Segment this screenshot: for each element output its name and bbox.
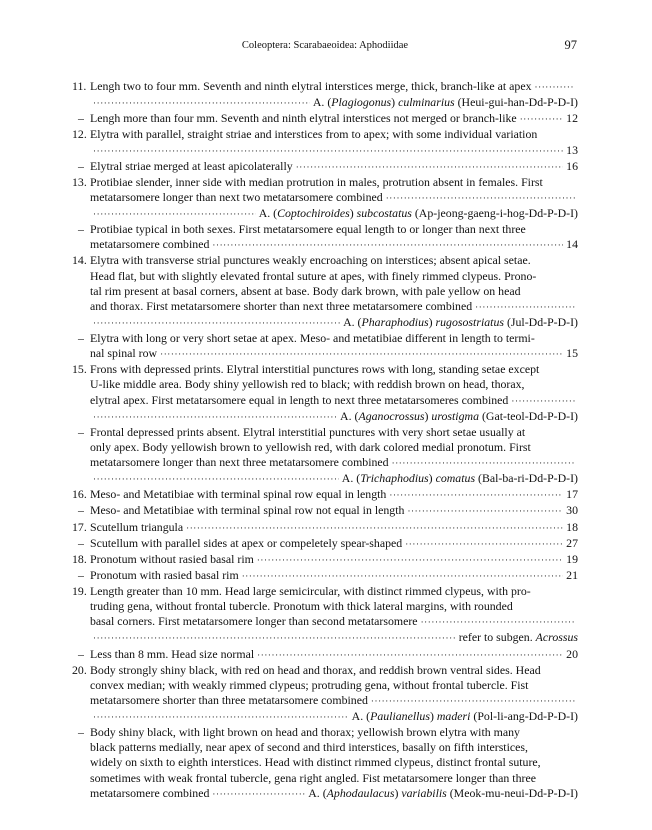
goto-couplet: 17: [566, 487, 578, 502]
couplet-text-cont: metatarsomere combined: [90, 785, 210, 800]
species-name: A. (Aganocrossus) urostigma (Gat-teol-Dd-P-D-I): [340, 408, 578, 423]
couplet-dash: –: [78, 222, 84, 237]
leader-dots: [186, 521, 563, 536]
leader-dots: [257, 553, 563, 568]
key-couplet-17b: [75, 536, 578, 552]
key-couplet-14a: [72, 253, 578, 331]
leader-dots: [93, 631, 456, 646]
leader-dots: [93, 207, 256, 222]
key-couplet-13b: [75, 222, 578, 253]
couplet-text-cont: nal spinal row: [90, 346, 158, 361]
couplet-text: Frons with depressed prints. Elytral interstitial punctures rows with long, standing setae except: [90, 362, 540, 377]
leader-dots: [511, 394, 575, 409]
couplet-text: Scutellum with parallel sides at apex or compeletely spear-shaped: [90, 535, 403, 550]
leader-dots: [535, 80, 576, 95]
couplet-text: Body shiny black, with light brown on head and thorax; yellowish brown elytra with many: [90, 725, 520, 740]
key-couplet-19a: [72, 584, 578, 647]
couplet-text-cont: metatarsomere combined: [90, 237, 210, 252]
goto-couplet: 13: [566, 142, 578, 157]
species-name: A. (Trichaphodius) comatus (Bal-ba-ri-Dd-P-D-I): [341, 471, 578, 486]
leader-dots: [93, 316, 340, 331]
goto-couplet: 20: [566, 646, 578, 661]
couplet-text: Lengh more than four mm. Seventh and ninth elytral interstices not merged or branch-like: [90, 111, 517, 126]
key-couplet-13a: [72, 174, 578, 222]
key-couplet-15b: [75, 425, 578, 488]
species-name: A. (Coptochiroides) subcostatus (Ap-jeong-gaeng-i-hog-Dd-P-D-I): [258, 206, 578, 220]
key-couplet-17a: [72, 519, 578, 536]
couplet-text: Less than 8 mm. Head size normal: [90, 646, 255, 661]
couplet-number: 14.: [72, 253, 87, 268]
leader-dots: [371, 694, 575, 709]
leader-dots: [93, 472, 339, 487]
couplet-text: Elytra with parallel, straight striae and interstices from to apex; with some individual variation: [90, 127, 538, 142]
goto-couplet: 27: [566, 535, 578, 550]
key-couplet-14b: [75, 331, 578, 362]
species-name: A. (Plagiogonus) culminarius (Heui-gui-han-Dd-P-D-I): [312, 95, 578, 110]
leader-dots: [93, 144, 563, 159]
couplet-text: Lengh two to four mm. Seventh and ninth elytral interstices merge, thick, branch-like at apex: [90, 79, 532, 93]
couplet-text: Protibiae typical in both sexes. First metatarsomere equal length to or longer than next three: [90, 222, 526, 237]
couplet-text-cont: truding gena, without frontal tubercle. Pronotum with thick lateral margins, with rounded: [90, 599, 513, 614]
couplet-text: Elytral striae merged at least apicolaterally: [90, 158, 293, 173]
key-couplet-18b: [75, 568, 578, 584]
couplet-text-cont: Head flat, but with slightly elevated frontal suture at apes, with finely rimmed clypeus. Prono-: [90, 268, 537, 283]
couplet-text-cont: convex median; with weakly rimmed clypeus; protruding gena, without frontal tubercle. Fist: [90, 677, 529, 692]
couplet-dash: –: [78, 725, 84, 740]
couplet-text-cont: metatarsomere shorter than three metatarsomere combined: [90, 692, 368, 707]
couplet-text: Elytra with long or very short setae at apex. Meso- and metatibiae different in length to termi-: [90, 331, 535, 345]
leader-dots: [93, 410, 337, 425]
couplet-text: Meso- and Metatibiae with terminal spinal row equal in length: [90, 487, 387, 502]
couplet-text-cont: elytral apex. First metatarsomere equal in length to next three metatarsomeres combined: [90, 392, 509, 407]
leader-dots: [93, 96, 310, 111]
couplet-text: Frontal depressed prints absent. Elytral interstitial punctures with very short setae usually at: [90, 424, 526, 439]
key-couplet-20b: [75, 725, 578, 802]
leader-dots: [212, 787, 305, 802]
leader-dots: [389, 488, 563, 503]
couplet-text-cont: tal rim present at basal corners, absent at base. Body dark brown, with pale yellow on head: [90, 283, 521, 298]
couplet-number: 17.: [72, 519, 87, 534]
leader-dots: [392, 456, 575, 471]
key-couplet-12b: [75, 159, 578, 175]
couplet-text-cont: black patterns medially, near apex of second and third interstices, basally on fifth interstices,: [90, 740, 528, 755]
species-name: A. (Pharaphodius) rugosostriatus (Jul-Dd-P-D-I): [343, 314, 578, 329]
goto-couplet: 14: [566, 237, 578, 252]
leader-dots: [257, 648, 563, 663]
key-couplet-19b: [75, 647, 578, 663]
couplet-number: 15.: [72, 362, 87, 377]
goto-couplet: 18: [566, 519, 578, 534]
couplet-number: 16.: [72, 487, 87, 502]
leader-dots: [296, 160, 563, 175]
couplet-text: Protibiae slender, inner side with median protrution in males, protrution absent in females. First: [90, 174, 543, 189]
running-header: Coleoptera: Scarabaeoidea: Aphodiidae: [241, 40, 409, 51]
couplet-number: 18.: [72, 551, 87, 566]
key-couplet-20a: [72, 662, 578, 726]
couplet-number: 13.: [72, 174, 87, 189]
leader-dots: [212, 238, 563, 253]
subgenus-reference: refer to subgen. Acrossus: [458, 630, 578, 645]
leader-dots: [386, 191, 575, 206]
leader-dots: [242, 569, 563, 584]
key-couplet-16a: [72, 487, 578, 503]
couplet-number: 12.: [72, 127, 87, 142]
couplet-text-cont: metatarsomere longer than next three metatarsomere combined: [90, 455, 389, 469]
couplet-dash: –: [78, 646, 84, 661]
key-couplet-11b: [75, 111, 578, 127]
couplet-text-cont: metatarsomere longer than next two metatarsomere combined: [90, 189, 383, 204]
page-number: 97: [564, 38, 577, 52]
goto-couplet: 16: [566, 158, 578, 173]
couplet-text-cont: only apex. Body yellowish brown to yellowish red, with dark colored medial pronotum. First: [90, 439, 531, 454]
couplet-dash: –: [78, 535, 84, 550]
couplet-text-cont: widely on sixth to eighth interstices. Head with distinct rimmed clypeus, distinct frontal suture,: [90, 755, 541, 770]
couplet-text-cont: sometimes with weak frontal tubercle, gena right angled. Fist metatarsomere longer than three: [90, 770, 536, 785]
couplet-text-cont: U-like middle area. Body shiny yellowish red to black; with reddish brown on head, thorax,: [90, 377, 525, 392]
species-name: A. (Paulianellus) maderi (Pol-li-ang-Dd-P-D-I): [351, 709, 578, 723]
couplet-dash: –: [78, 111, 84, 126]
key-couplet-16b: [75, 503, 578, 519]
couplet-number: 20.: [72, 662, 87, 677]
leader-dots: [160, 347, 563, 362]
couplet-text: Scutellum triangula: [90, 519, 184, 534]
key-couplet-18a: [72, 551, 578, 568]
goto-couplet: 19: [566, 551, 578, 566]
leader-dots: [93, 710, 349, 725]
key-couplet-12a: [72, 127, 578, 158]
couplet-text: Body strongly shiny black, with red on head and thorax, and reddish brown ventral sides. Head: [90, 662, 541, 677]
couplet-number: 11.: [72, 79, 87, 93]
couplet-dash: –: [78, 424, 84, 439]
couplet-text: Meso- and Metatibiae with terminal spinal row not equal in length: [90, 503, 405, 518]
goto-couplet: 15: [566, 346, 578, 361]
key-couplet-11a: [72, 79, 578, 111]
identification-key: [72, 79, 578, 802]
couplet-text: Pronotum with rasied basal rim: [90, 567, 239, 582]
couplet-dash: –: [78, 567, 84, 582]
goto-couplet: 12: [566, 111, 578, 126]
couplet-text-cont: and thorax. First metatarsomere shorter than next three metatarsomere combined: [90, 298, 473, 313]
couplet-text-cont: basal corners. First metatarsomere longer than second metatarsomere: [90, 614, 418, 629]
leader-dots: [475, 300, 575, 315]
goto-couplet: 21: [566, 567, 578, 582]
couplet-dash: –: [78, 158, 84, 173]
goto-couplet: 30: [566, 503, 578, 518]
couplet-number: 19.: [72, 584, 87, 598]
key-couplet-15a: [72, 362, 578, 425]
leader-dots: [407, 504, 563, 519]
leader-dots: [405, 537, 563, 552]
couplet-dash: –: [78, 331, 84, 345]
couplet-text: Elytra with transverse strial punctures weakly encroaching on interstices; absent apical setae.: [90, 253, 531, 268]
couplet-text: Length greater than 10 mm. Head large semicircular, with distinct rimmed clypeus, with pro-: [90, 584, 531, 598]
couplet-dash: –: [78, 503, 84, 518]
species-name: A. (Aphodaulacus) variabilis (Meok-mu-neui-Dd-P-D-I): [308, 785, 578, 800]
leader-dots: [421, 615, 575, 630]
leader-dots: [520, 112, 563, 127]
couplet-text: Pronotum without rasied basal rim: [90, 551, 254, 566]
